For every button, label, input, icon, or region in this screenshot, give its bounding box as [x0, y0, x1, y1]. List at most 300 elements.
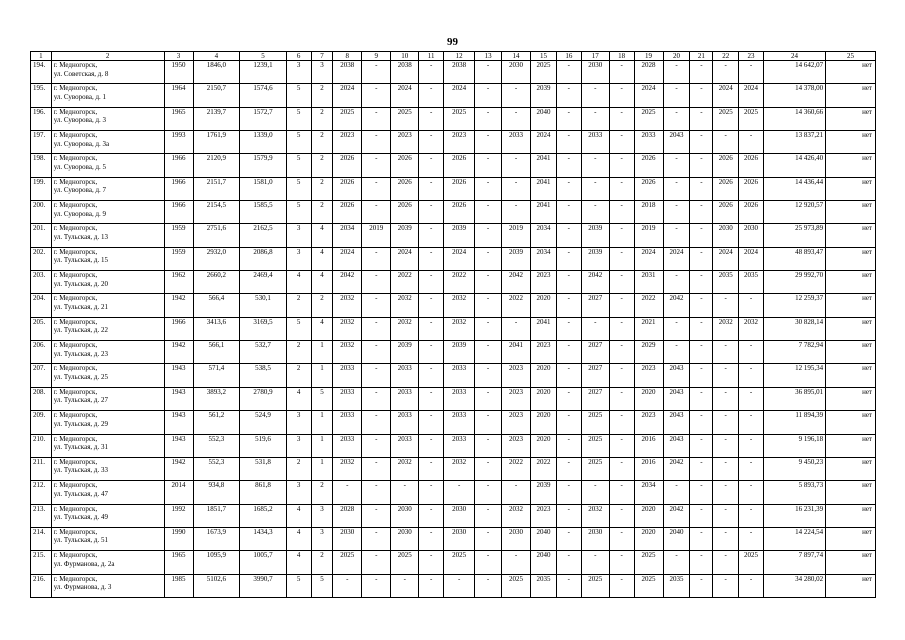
cell-col-9: - [362, 154, 391, 177]
cell-col-4: 552,3 [193, 457, 240, 480]
cell-col-23: - [739, 411, 764, 434]
cell-col-6: 2 [286, 294, 311, 317]
cell-col-24: 14 642,07 [763, 61, 825, 84]
cell-col-6: 5 [286, 131, 311, 154]
cell-col-23: 2032 [739, 317, 764, 340]
cell-col-18: - [609, 364, 634, 387]
cell-col-12: 2033 [444, 434, 475, 457]
cell-col-24: 12 920,57 [763, 201, 825, 224]
address-city: г. Медногорск, [53, 411, 98, 420]
cell-col-5: 530,1 [240, 294, 287, 317]
cell-col-22: - [713, 294, 739, 317]
cell-col-3: 1964 [164, 84, 193, 107]
cell-col-7: 2 [311, 294, 333, 317]
table-row [31, 481, 876, 504]
column-number-23: 23 [739, 52, 764, 61]
cell-col-19: 2026 [634, 154, 663, 177]
cell-col-13: - [475, 294, 502, 317]
cell-col-20: - [663, 154, 690, 177]
address-street: ул. Суворова, д. 9 [53, 209, 107, 218]
address-cell [51, 84, 164, 107]
row-number: 213. [31, 504, 52, 527]
cell-col-4: 1095,9 [193, 551, 240, 574]
cell-col-12: - [444, 574, 475, 597]
address-street: ул. Суворова, д. 7 [53, 186, 107, 195]
row-number: 211. [31, 457, 52, 480]
cell-col-14: - [502, 317, 531, 340]
cell-col-21: - [690, 551, 713, 574]
cell-col-18: - [609, 201, 634, 224]
cell-col-18: - [609, 247, 634, 270]
cell-col-19: 2034 [634, 481, 663, 504]
cell-col-19: 2020 [634, 387, 663, 410]
cell-col-7: 2 [311, 481, 333, 504]
cell-col-9: - [362, 504, 391, 527]
cell-col-11: - [419, 154, 444, 177]
cell-col-6: 3 [286, 411, 311, 434]
cell-col-24: 13 837,21 [763, 131, 825, 154]
column-number-22: 22 [713, 52, 739, 61]
cell-col-22: - [713, 457, 739, 480]
cell-col-17: 2027 [581, 387, 609, 410]
column-number-6: 6 [286, 52, 311, 61]
cell-col-4: 2150,7 [193, 84, 240, 107]
cell-col-19: 2029 [634, 341, 663, 364]
cell-col-21: - [690, 341, 713, 364]
address-city: г. Медногорск, [53, 434, 98, 443]
cell-col-15: 2020 [531, 434, 557, 457]
cell-col-8: 2024 [333, 247, 362, 270]
table-row [31, 154, 876, 177]
column-number-row [31, 52, 876, 61]
address-city: г. Медногорск, [53, 317, 98, 326]
cell-col-4: 566,4 [193, 294, 240, 317]
cell-col-15: 2041 [531, 177, 557, 200]
column-number-15: 15 [531, 52, 557, 61]
cell-col-8: - [333, 481, 362, 504]
cell-col-17: 2030 [581, 61, 609, 84]
cell-col-21: - [690, 504, 713, 527]
cell-col-17: - [581, 481, 609, 504]
cell-col-12: 2025 [444, 551, 475, 574]
cell-col-25: нет [826, 574, 876, 597]
cell-col-8: 2028 [333, 504, 362, 527]
cell-col-24: 12 259,37 [763, 294, 825, 317]
address-cell [51, 154, 164, 177]
cell-col-16: - [556, 387, 581, 410]
cell-col-4: 2751,6 [193, 224, 240, 247]
cell-col-13: - [475, 201, 502, 224]
cell-col-18: - [609, 61, 634, 84]
cell-col-4: 5102,6 [193, 574, 240, 597]
address-city: г. Медногорск, [53, 131, 98, 140]
cell-col-21: - [690, 131, 713, 154]
cell-col-16: - [556, 61, 581, 84]
cell-col-3: 1959 [164, 224, 193, 247]
cell-col-25: нет [826, 457, 876, 480]
address-cell [51, 387, 164, 410]
address-cell [51, 107, 164, 130]
cell-col-13: - [475, 247, 502, 270]
cell-col-25: нет [826, 247, 876, 270]
cell-col-20: - [663, 61, 690, 84]
cell-col-15: 2020 [531, 364, 557, 387]
cell-col-19: 2025 [634, 107, 663, 130]
cell-col-3: 2014 [164, 481, 193, 504]
cell-col-24: 14 426,40 [763, 154, 825, 177]
cell-col-10: 2032 [391, 457, 419, 480]
cell-col-14: - [502, 481, 531, 504]
cell-col-24: 12 195,34 [763, 364, 825, 387]
cell-col-6: 5 [286, 177, 311, 200]
cell-col-5: 538,5 [240, 364, 287, 387]
cell-col-9: - [362, 387, 391, 410]
cell-col-18: - [609, 411, 634, 434]
cell-col-20: - [663, 107, 690, 130]
cell-col-19: 2026 [634, 177, 663, 200]
cell-col-11: - [419, 481, 444, 504]
cell-col-24: 14 224,54 [763, 527, 825, 550]
cell-col-19: 2024 [634, 84, 663, 107]
cell-col-18: - [609, 107, 634, 130]
cell-col-6: 5 [286, 84, 311, 107]
cell-col-19: 2023 [634, 364, 663, 387]
address-street: ул. Фурманова, д. 2а [53, 559, 115, 568]
address-cell [51, 317, 164, 340]
cell-col-16: - [556, 341, 581, 364]
table-row [31, 177, 876, 200]
cell-col-21: - [690, 364, 713, 387]
cell-col-18: - [609, 504, 634, 527]
cell-col-9: - [362, 177, 391, 200]
cell-col-23: - [739, 387, 764, 410]
cell-col-8: 2032 [333, 341, 362, 364]
cell-col-20: 2042 [663, 504, 690, 527]
cell-col-15: 2041 [531, 154, 557, 177]
address-street: ул. Тульская, д. 27 [53, 396, 108, 405]
cell-col-3: 1959 [164, 247, 193, 270]
cell-col-8: 2023 [333, 131, 362, 154]
cell-col-13: - [475, 551, 502, 574]
row-number: 200. [31, 201, 52, 224]
cell-col-15: 2039 [531, 481, 557, 504]
cell-col-13: - [475, 61, 502, 84]
row-number: 206. [31, 341, 52, 364]
cell-col-3: 1942 [164, 341, 193, 364]
cell-col-18: - [609, 551, 634, 574]
row-number: 198. [31, 154, 52, 177]
cell-col-22: - [713, 434, 739, 457]
cell-col-19: 2028 [634, 61, 663, 84]
address-cell [51, 574, 164, 597]
cell-col-10: 2038 [391, 61, 419, 84]
column-number-10: 10 [391, 52, 419, 61]
cell-col-20: 2043 [663, 411, 690, 434]
cell-col-10: 2026 [391, 201, 419, 224]
cell-col-21: - [690, 61, 713, 84]
cell-col-20: 2035 [663, 574, 690, 597]
cell-col-15: 2025 [531, 61, 557, 84]
cell-col-20: 2040 [663, 527, 690, 550]
cell-col-9: - [362, 201, 391, 224]
cell-col-15: 2041 [531, 317, 557, 340]
cell-col-10: 2025 [391, 551, 419, 574]
cell-col-5: 1239,1 [240, 61, 287, 84]
cell-col-8: 2033 [333, 411, 362, 434]
cell-col-23: - [739, 61, 764, 84]
cell-col-21: - [690, 457, 713, 480]
address-city: г. Медногорск, [53, 271, 98, 280]
cell-col-22: - [713, 551, 739, 574]
address-city: г. Медногорск, [53, 201, 98, 210]
cell-col-24: 9 450,23 [763, 457, 825, 480]
address-street: ул. Тульская, д. 51 [53, 536, 108, 545]
cell-col-10: 2026 [391, 177, 419, 200]
cell-col-19: 2022 [634, 294, 663, 317]
table-row [31, 551, 876, 574]
cell-col-3: 1992 [164, 504, 193, 527]
cell-col-8: 2026 [333, 201, 362, 224]
column-number-25: 25 [826, 52, 876, 61]
cell-col-12: 2033 [444, 387, 475, 410]
cell-col-5: 1574,6 [240, 84, 287, 107]
cell-col-13: - [475, 84, 502, 107]
row-number: 204. [31, 294, 52, 317]
cell-col-19: 2033 [634, 131, 663, 154]
cell-col-5: 3990,7 [240, 574, 287, 597]
cell-col-15: 2034 [531, 247, 557, 270]
cell-col-15: 2020 [531, 294, 557, 317]
cell-col-9: - [362, 434, 391, 457]
cell-col-15: 2022 [531, 457, 557, 480]
cell-col-7: 3 [311, 527, 333, 550]
cell-col-12: 2026 [444, 201, 475, 224]
cell-col-11: - [419, 224, 444, 247]
cell-col-15: 2035 [531, 574, 557, 597]
cell-col-17: 2025 [581, 411, 609, 434]
cell-col-7: 1 [311, 364, 333, 387]
cell-col-18: - [609, 434, 634, 457]
cell-col-18: - [609, 574, 634, 597]
cell-col-17: 2027 [581, 341, 609, 364]
cell-col-19: 2020 [634, 527, 663, 550]
cell-col-18: - [609, 481, 634, 504]
column-number-9: 9 [362, 52, 391, 61]
cell-col-20: 2024 [663, 247, 690, 270]
cell-col-23: - [739, 574, 764, 597]
cell-col-7: 4 [311, 247, 333, 270]
cell-col-12: 2032 [444, 457, 475, 480]
cell-col-23: - [739, 527, 764, 550]
cell-col-5: 2162,5 [240, 224, 287, 247]
cell-col-25: нет [826, 317, 876, 340]
cell-col-14: 2033 [502, 131, 531, 154]
cell-col-12: 2026 [444, 154, 475, 177]
cell-col-11: - [419, 107, 444, 130]
cell-col-12: 2033 [444, 411, 475, 434]
cell-col-23: 2025 [739, 107, 764, 130]
cell-col-23: 2026 [739, 154, 764, 177]
cell-col-8: 2025 [333, 551, 362, 574]
cell-col-6: 2 [286, 364, 311, 387]
cell-col-13: - [475, 457, 502, 480]
cell-col-19: 2024 [634, 247, 663, 270]
cell-col-10: 2024 [391, 84, 419, 107]
cell-col-22: 2025 [713, 107, 739, 130]
cell-col-12: 2032 [444, 294, 475, 317]
address-street: ул. Советская, д. 8 [53, 69, 109, 78]
cell-col-12: 2024 [444, 247, 475, 270]
cell-col-17: - [581, 107, 609, 130]
cell-col-8: 2033 [333, 364, 362, 387]
cell-col-8: 2025 [333, 107, 362, 130]
cell-col-20: 2043 [663, 364, 690, 387]
cell-col-23: 2025 [739, 551, 764, 574]
cell-col-23: 2026 [739, 201, 764, 224]
cell-col-21: - [690, 294, 713, 317]
cell-col-18: - [609, 177, 634, 200]
cell-col-22: - [713, 341, 739, 364]
cell-col-4: 2154,5 [193, 201, 240, 224]
cell-col-17: - [581, 201, 609, 224]
cell-col-9: - [362, 551, 391, 574]
cell-col-9: - [362, 574, 391, 597]
cell-col-16: - [556, 457, 581, 480]
cell-col-25: нет [826, 61, 876, 84]
address-city: г. Медногорск, [53, 154, 98, 163]
cell-col-25: нет [826, 84, 876, 107]
cell-col-25: нет [826, 341, 876, 364]
address-street: ул. Суворова, д. 3а [53, 139, 110, 148]
cell-col-7: 3 [311, 504, 333, 527]
cell-col-5: 1581,0 [240, 177, 287, 200]
cell-col-11: - [419, 61, 444, 84]
cell-col-14: 2023 [502, 411, 531, 434]
cell-col-14: 2030 [502, 61, 531, 84]
cell-col-22: 2035 [713, 271, 739, 294]
cell-col-25: нет [826, 434, 876, 457]
table-row [31, 131, 876, 154]
cell-col-19: 2031 [634, 271, 663, 294]
cell-col-6: 3 [286, 481, 311, 504]
cell-col-7: 5 [311, 574, 333, 597]
cell-col-21: - [690, 224, 713, 247]
cell-col-22: 2024 [713, 247, 739, 270]
table-row [31, 411, 876, 434]
cell-col-8: 2026 [333, 154, 362, 177]
cell-col-16: - [556, 84, 581, 107]
cell-col-13: - [475, 434, 502, 457]
cell-col-5: 1572,7 [240, 107, 287, 130]
cell-col-14: 2042 [502, 271, 531, 294]
address-city: г. Медногорск, [53, 294, 98, 303]
table-row [31, 201, 876, 224]
cell-col-11: - [419, 551, 444, 574]
cell-col-5: 519,6 [240, 434, 287, 457]
cell-col-7: 2 [311, 154, 333, 177]
address-cell [51, 247, 164, 270]
cell-col-15: 2041 [531, 201, 557, 224]
cell-col-23: 2024 [739, 84, 764, 107]
cell-col-18: - [609, 154, 634, 177]
address-city: г. Медногорск, [53, 341, 98, 350]
column-number-12: 12 [444, 52, 475, 61]
cell-col-24: 14 436,44 [763, 177, 825, 200]
column-number-1: 1 [31, 52, 52, 61]
cell-col-4: 2660,2 [193, 271, 240, 294]
cell-col-8: 2042 [333, 271, 362, 294]
cell-col-11: - [419, 434, 444, 457]
cell-col-25: нет [826, 294, 876, 317]
cell-col-9: - [362, 364, 391, 387]
cell-col-11: - [419, 177, 444, 200]
cell-col-20: - [663, 271, 690, 294]
cell-col-6: 5 [286, 154, 311, 177]
cell-col-9: - [362, 131, 391, 154]
cell-col-4: 1673,9 [193, 527, 240, 550]
row-number: 205. [31, 317, 52, 340]
cell-col-15: 2020 [531, 387, 557, 410]
cell-col-6: 5 [286, 201, 311, 224]
cell-col-17: 2030 [581, 527, 609, 550]
cell-col-3: 1943 [164, 434, 193, 457]
cell-col-9: - [362, 107, 391, 130]
address-street: ул. Тульская, д. 29 [53, 419, 108, 428]
cell-col-5: 861,8 [240, 481, 287, 504]
cell-col-17: 2027 [581, 294, 609, 317]
cell-col-22: - [713, 364, 739, 387]
cell-col-6: 3 [286, 224, 311, 247]
cell-col-3: 1966 [164, 317, 193, 340]
address-street: ул. Тульская, д. 21 [53, 303, 108, 312]
cell-col-21: - [690, 177, 713, 200]
cell-col-10: - [391, 481, 419, 504]
address-city: г. Медногорск, [53, 574, 98, 583]
cell-col-21: - [690, 387, 713, 410]
cell-col-13: - [475, 154, 502, 177]
cell-col-12: 2024 [444, 84, 475, 107]
cell-col-10: 2025 [391, 107, 419, 130]
address-street: ул. Тульская, д. 20 [53, 279, 108, 288]
row-number: 202. [31, 247, 52, 270]
address-street: ул. Тульская, д. 25 [53, 373, 108, 382]
cell-col-10: 2030 [391, 504, 419, 527]
table-row [31, 61, 876, 84]
cell-col-11: - [419, 317, 444, 340]
cell-col-7: 2 [311, 107, 333, 130]
table-row [31, 364, 876, 387]
cell-col-6: 3 [286, 247, 311, 270]
row-number: 209. [31, 411, 52, 434]
cell-col-16: - [556, 294, 581, 317]
cell-col-15: 2023 [531, 271, 557, 294]
cell-col-4: 3893,2 [193, 387, 240, 410]
cell-col-5: 532,7 [240, 341, 287, 364]
cell-col-5: 2086,8 [240, 247, 287, 270]
table-row [31, 107, 876, 130]
cell-col-4: 3413,6 [193, 317, 240, 340]
cell-col-15: 2034 [531, 224, 557, 247]
cell-col-19: 2019 [634, 224, 663, 247]
address-street: ул. Тульская, д. 23 [53, 349, 108, 358]
cell-col-7: 2 [311, 131, 333, 154]
cell-col-22: 2026 [713, 201, 739, 224]
table-row [31, 341, 876, 364]
cell-col-11: - [419, 201, 444, 224]
cell-col-23: - [739, 341, 764, 364]
cell-col-8: 2030 [333, 527, 362, 550]
address-cell [51, 294, 164, 317]
